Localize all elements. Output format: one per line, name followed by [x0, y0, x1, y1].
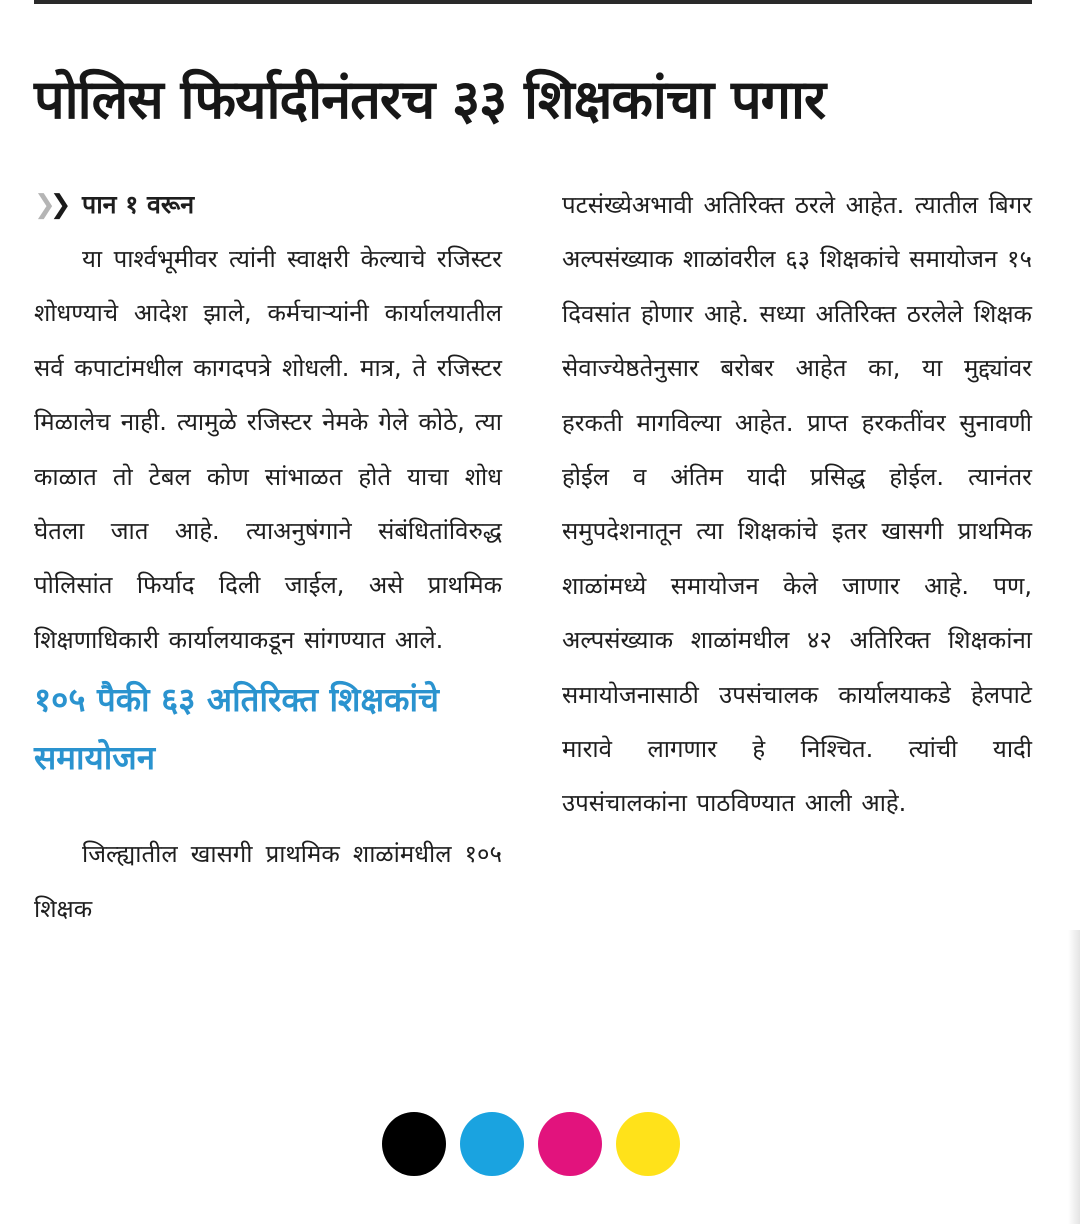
headline: पोलिस फिर्यादीनंतरच ३३ शिक्षकांचा पगार [34, 68, 826, 131]
magenta-registration-dot [538, 1112, 602, 1176]
article-paragraph: पटसंख्येअभावी अतिरिक्त ठरले आहेत. त्यातील बिगर अल्पसंख्याक शाळांवरील ६३ शिक्षकांचे समायोजन १५ दिवसांत होणार आहे. सध्या अतिरिक्त ठरलेले शिक्षक सेवाज्येष्ठतेनुसार बरोबर आहेत का, या मुद्द्यांवर हरकती मागविल्या आहेत. प्राप्त हरकतींवर सुनावणी होईल व अंतिम यादी प्रसिद्ध होईल. त्यानंतर समुपदेशनातून त्या शिक्षकांचे इतर खासगी प्राथमिक शाळांमध्ये समायोजन केले जाणार आहे. पण, अल्पसंख्याक शाळांमधील ४२ अतिरिक्त शिक्षकांना समायोजनासाठी उपसंचालक कार्यालयाकडे हेलपाटे मारावे लागणार हे निश्चित. त्यांची यादी उपसंचालकांना पाठविण्यात आली आहे. [562, 191, 1032, 818]
article-paragraph: जिल्ह्यातील खासगी प्राथमिक शाळांमधील १०५ शिक्षक [34, 840, 502, 923]
double-chevron-right-icon: ❯❯ [34, 190, 66, 220]
subheading: १०५ पैकी ६३ अतिरिक्त शिक्षकांचे समायोजन [34, 680, 439, 778]
top-rule [34, 0, 1032, 4]
right-column [562, 178, 1032, 831]
cyan-registration-dot [460, 1112, 524, 1176]
continued-from-marker [34, 178, 502, 232]
black-registration-dot [382, 1112, 446, 1176]
print-registration-dots [382, 1112, 680, 1176]
continued-from-text: पान १ वरून [82, 190, 195, 219]
article-paragraph: या पार्श्वभूमीवर त्यांनी स्वाक्षरी केल्याचे रजिस्टर शोधण्याचे आदेश झाले, कर्मचाऱ्यांनी कार्यालयातील सर्व कपाटांमधील कागदपत्रे शोधली. मात्र, ते रजिस्टर मिळालेच नाही. त्यामुळे रजिस्टर नेमके गेले कोठे, त्या काळात तो टेबल कोण सांभाळत होते याचा शोध घेतला जात आहे. त्याअनुषंगाने संबंधितांविरुद्ध पोलिसांत फिर्याद दिली जाईल, असे प्राथमिक शिक्षणाधिकारी कार्यालयाकडून सांगण्यात आले. [34, 245, 502, 654]
page-edge-shadow [1068, 930, 1080, 1224]
left-column [34, 178, 502, 936]
yellow-registration-dot [616, 1112, 680, 1176]
